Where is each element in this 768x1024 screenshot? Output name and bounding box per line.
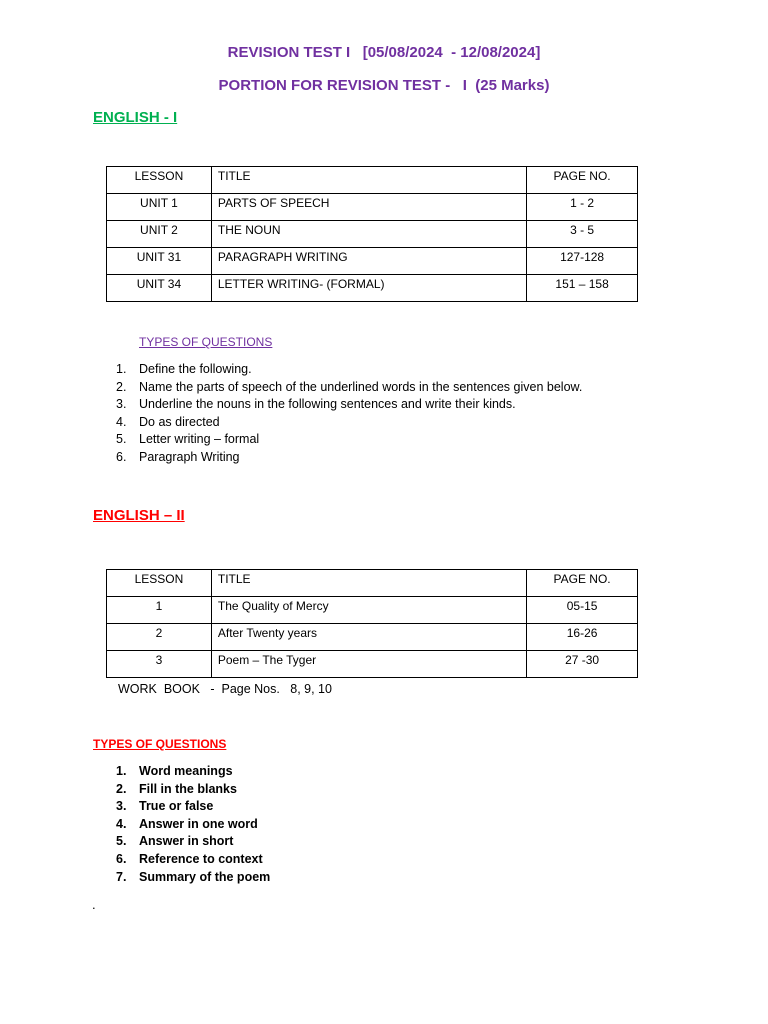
table-cell: PARTS OF SPEECH [211,194,526,221]
english-2-question-list [116,763,271,886]
list-item [116,396,582,414]
list-item [116,361,582,379]
list-number: 3. [116,397,127,412]
table-header-cell: TITLE [211,570,526,597]
list-item [116,851,270,869]
list-item-text: Paragraph Writing [139,449,240,464]
table-header-cell: TITLE [211,167,526,194]
section-heading-english-1: ENGLISH - I [93,109,178,126]
list-number: 3. [116,799,127,814]
list-number: 5. [116,432,127,447]
list-item-text: Answer in one word [139,816,258,831]
list-item-text: Word meanings [139,764,233,778]
table-header-cell: LESSON [107,570,212,597]
list-item [116,431,582,449]
table-cell: 16-26 [527,624,638,651]
list-item-text: Answer in short [139,834,234,849]
table-row [107,624,638,651]
list-item [116,781,270,799]
table-cell: 05-15 [527,597,638,624]
list-item-text: Reference to context [139,851,263,866]
table-cell: 1 [107,597,212,624]
table-header-cell: PAGE NO. [527,167,638,194]
english-2-portion-table [106,569,638,678]
list-item-text: Do as directed [139,414,220,429]
table-row [107,221,638,248]
trailing-period: . [92,897,96,912]
list-number: 1. [116,764,127,778]
table-cell: UNIT 2 [107,221,212,248]
list-item-text: Define the following. [139,362,252,376]
list-number: 5. [116,834,127,849]
list-number: 7. [116,869,127,884]
table-row [107,194,638,221]
workbook-note: WORK BOOK - Page Nos. 8, 9, 10 [118,682,332,696]
table-cell: 1 - 2 [527,194,638,221]
list-item-text: Summary of the poem [139,869,271,884]
table-cell: UNIT 1 [107,194,212,221]
list-number: 1. [116,362,127,376]
types-of-questions-heading: TYPES OF QUESTIONS [93,737,227,751]
table-cell: 27 -30 [527,651,638,678]
list-item [116,816,270,834]
table-row [107,597,638,624]
list-item [116,449,582,467]
list-number: 4. [116,816,127,831]
list-item [116,833,270,851]
table-header-row [107,570,638,597]
list-item [116,763,270,781]
table-header-cell: PAGE NO. [527,570,638,597]
table-cell: THE NOUN [211,221,526,248]
table-cell: LETTER WRITING- (FORMAL) [211,275,526,302]
table-row [107,651,638,678]
list-item-text: Letter writing – formal [139,432,260,447]
table-row [107,275,638,302]
table-cell: Poem – The Tyger [211,651,526,678]
list-item [116,869,271,887]
list-item-text: Underline the nouns in the following sentences and write their kinds. [139,397,516,412]
table-header-cell: LESSON [107,167,212,194]
table-cell: 2 [107,624,212,651]
table-cell: 127-128 [527,248,638,275]
table-cell: The Quality of Mercy [211,597,526,624]
list-item-text: Name the parts of speech of the underlined words in the sentences given below. [139,379,583,394]
list-number: 6. [116,449,127,464]
table-cell: 3 [107,651,212,678]
table-cell: 151 – 158 [527,275,638,302]
table-header-row [107,167,638,194]
document-subtitle: PORTION FOR REVISION TEST - I (25 Marks) [218,77,550,94]
table-cell: PARAGRAPH WRITING [211,248,526,275]
table-row [107,248,638,275]
section-heading-english-2: ENGLISH – II [93,507,185,524]
list-item-text: True or false [139,799,214,814]
table-cell: UNIT 31 [107,248,212,275]
list-item-text: Fill in the blanks [139,781,237,796]
list-number: 2. [116,379,127,394]
english-1-question-list [116,361,583,467]
table-cell: 3 - 5 [527,221,638,248]
types-of-questions-heading: TYPES OF QUESTIONS [139,335,273,349]
list-item [116,798,270,816]
list-number: 4. [116,414,127,429]
list-number: 6. [116,851,127,866]
list-number: 2. [116,781,127,796]
table-cell: UNIT 34 [107,275,212,302]
english-1-portion-table [106,166,638,302]
list-item [116,414,582,432]
document-title: REVISION TEST I [05/08/2024 - 12/08/2024] [227,44,541,61]
list-item [116,379,583,397]
table-cell: After Twenty years [211,624,526,651]
